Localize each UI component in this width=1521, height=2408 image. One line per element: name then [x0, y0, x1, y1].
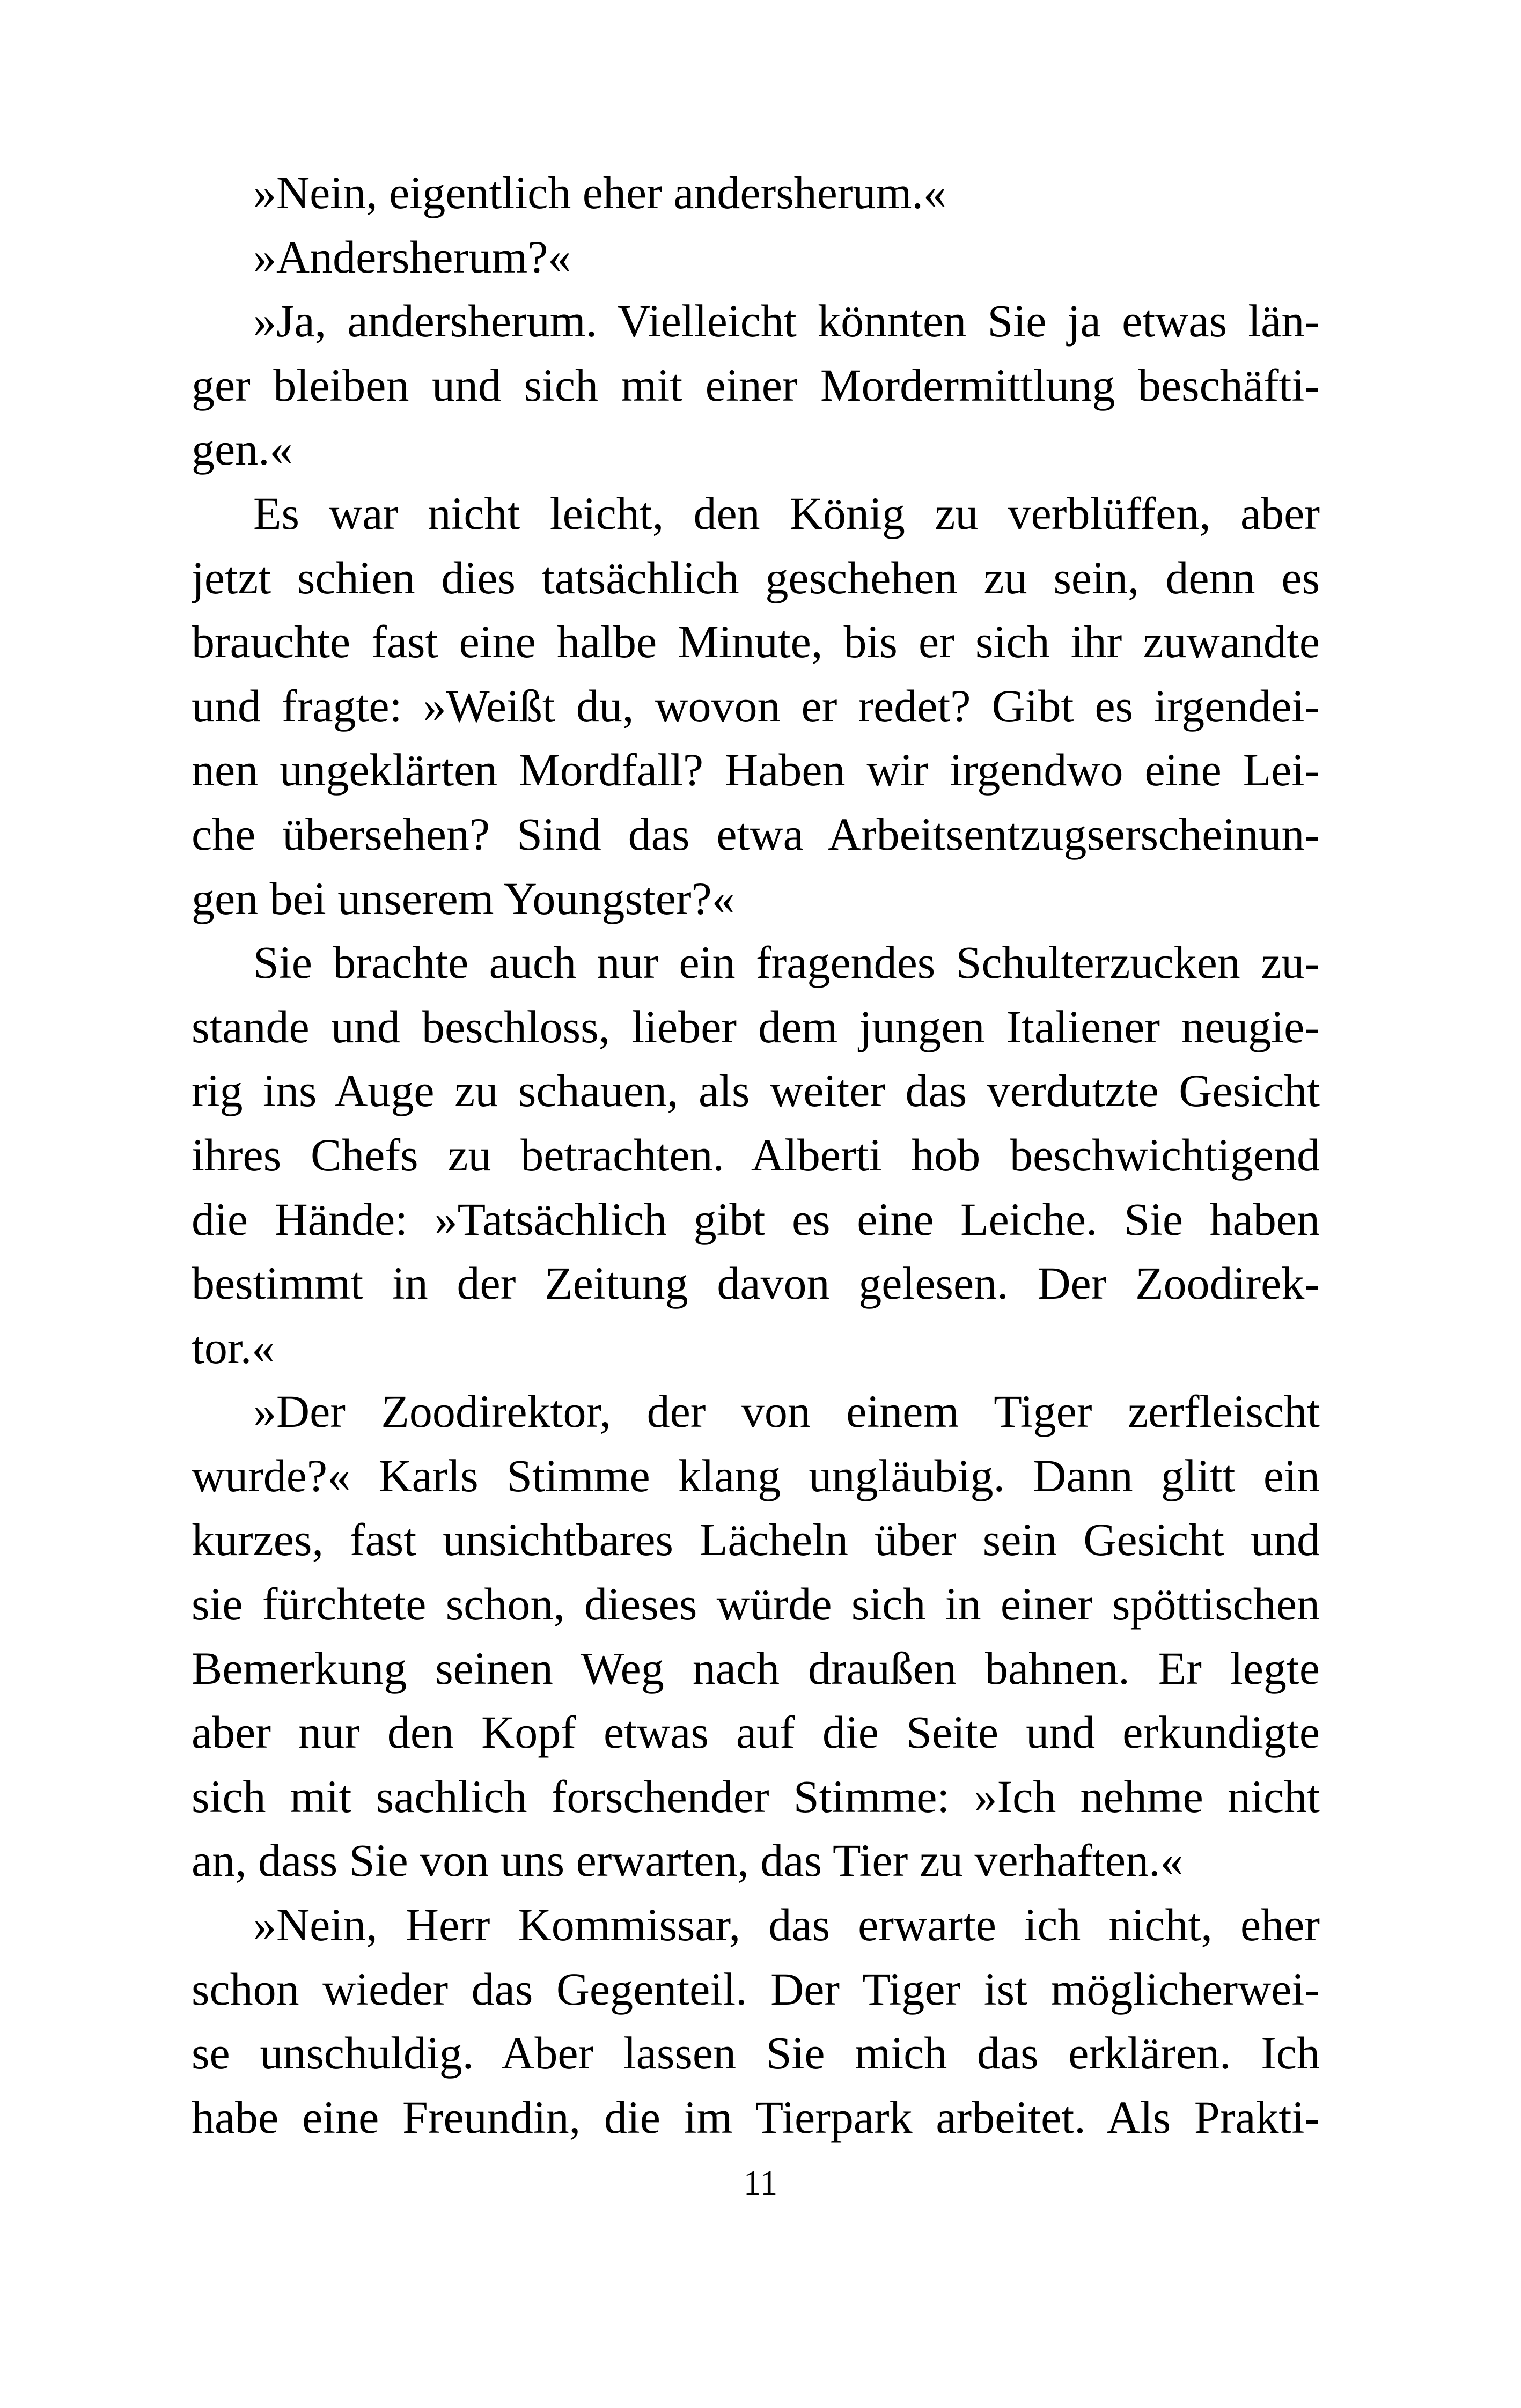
text-line: habe eine Freundin, die im Tierpark arbeitet. Als Prakti- — [192, 2091, 1320, 2143]
text-line: bestimmt in der Zeitung davon gelesen. Der Zoodirek- — [192, 1257, 1320, 1309]
text-line: rig ins Auge zu schauen, als weiter das verdutzte Gesicht — [192, 1065, 1320, 1117]
page-number: 11 — [743, 2163, 778, 2203]
text-line: gen bei unserem Youngster?« — [192, 872, 735, 924]
text-line: und fragte: »Weißt du, wovon er redet? Gibt es irgendei- — [192, 680, 1320, 732]
text-line: Sie brachte auch nur ein fragendes Schulterzucken zu- — [253, 937, 1320, 989]
text-line: stande und beschloss, lieber dem jungen Italiener neugie- — [192, 1000, 1320, 1052]
text-line: die Hände: »Tatsächlich gibt es eine Leiche. Sie haben — [192, 1193, 1320, 1245]
text-line: tor.« — [192, 1321, 275, 1373]
text-line: ihres Chefs zu betrachten. Alberti hob beschwichtigend — [192, 1129, 1320, 1181]
text-line: jetzt schien dies tatsächlich geschehen zu sein, denn es — [192, 551, 1320, 603]
text-line: an, dass Sie von uns erwarten, das Tier zu verhaften.« — [192, 1835, 1184, 1887]
text-line: wurde?« Karls Stimme klang ungläubig. Dann glitt ein — [192, 1449, 1320, 1501]
text-line: schon wieder das Gegenteil. Der Tiger ist möglicherwei- — [192, 1963, 1320, 2015]
text-line: »Nein, Herr Kommissar, das erwarte ich nicht, eher — [253, 1899, 1320, 1951]
text-line: sie fürchtete schon, dieses würde sich in einer spöttischen — [192, 1578, 1320, 1630]
body-text — [192, 161, 1320, 2149]
text-line: brauchte fast eine halbe Minute, bis er sich ihr zuwandte — [192, 616, 1320, 668]
text-line: »Andersherum?« — [253, 231, 571, 283]
text-line: gen.« — [192, 423, 293, 475]
text-line: che übersehen? Sind das etwa Arbeitsentzugserscheinun- — [192, 808, 1320, 860]
text-line: sich mit sachlich forschender Stimme: »Ich nehme nicht — [192, 1770, 1320, 1822]
text-line: »Der Zoodirektor, der von einem Tiger zerfleischt — [253, 1386, 1320, 1438]
text-line: »Ja, andersherum. Vielleicht könnten Sie ja etwas län- — [253, 295, 1320, 347]
text-line: kurzes, fast unsichtbares Lächeln über sein Gesicht und — [192, 1514, 1320, 1566]
text-line: aber nur den Kopf etwas auf die Seite und erkundigte — [192, 1706, 1320, 1758]
text-line: Es war nicht leicht, den König zu verblüffen, aber — [253, 487, 1320, 539]
text-line: »Nein, eigentlich eher andersherum.« — [253, 167, 946, 218]
text-line: ger bleiben und sich mit einer Mordermittlung beschäfti- — [192, 359, 1320, 411]
text-line: se unschuldig. Aber lassen Sie mich das erklären. Ich — [192, 2027, 1320, 2079]
text-line: Bemerkung seinen Weg nach draußen bahnen. Er legte — [192, 1642, 1320, 1694]
text-line: nen ungeklärten Mordfall? Haben wir irgendwo eine Lei- — [192, 744, 1320, 796]
